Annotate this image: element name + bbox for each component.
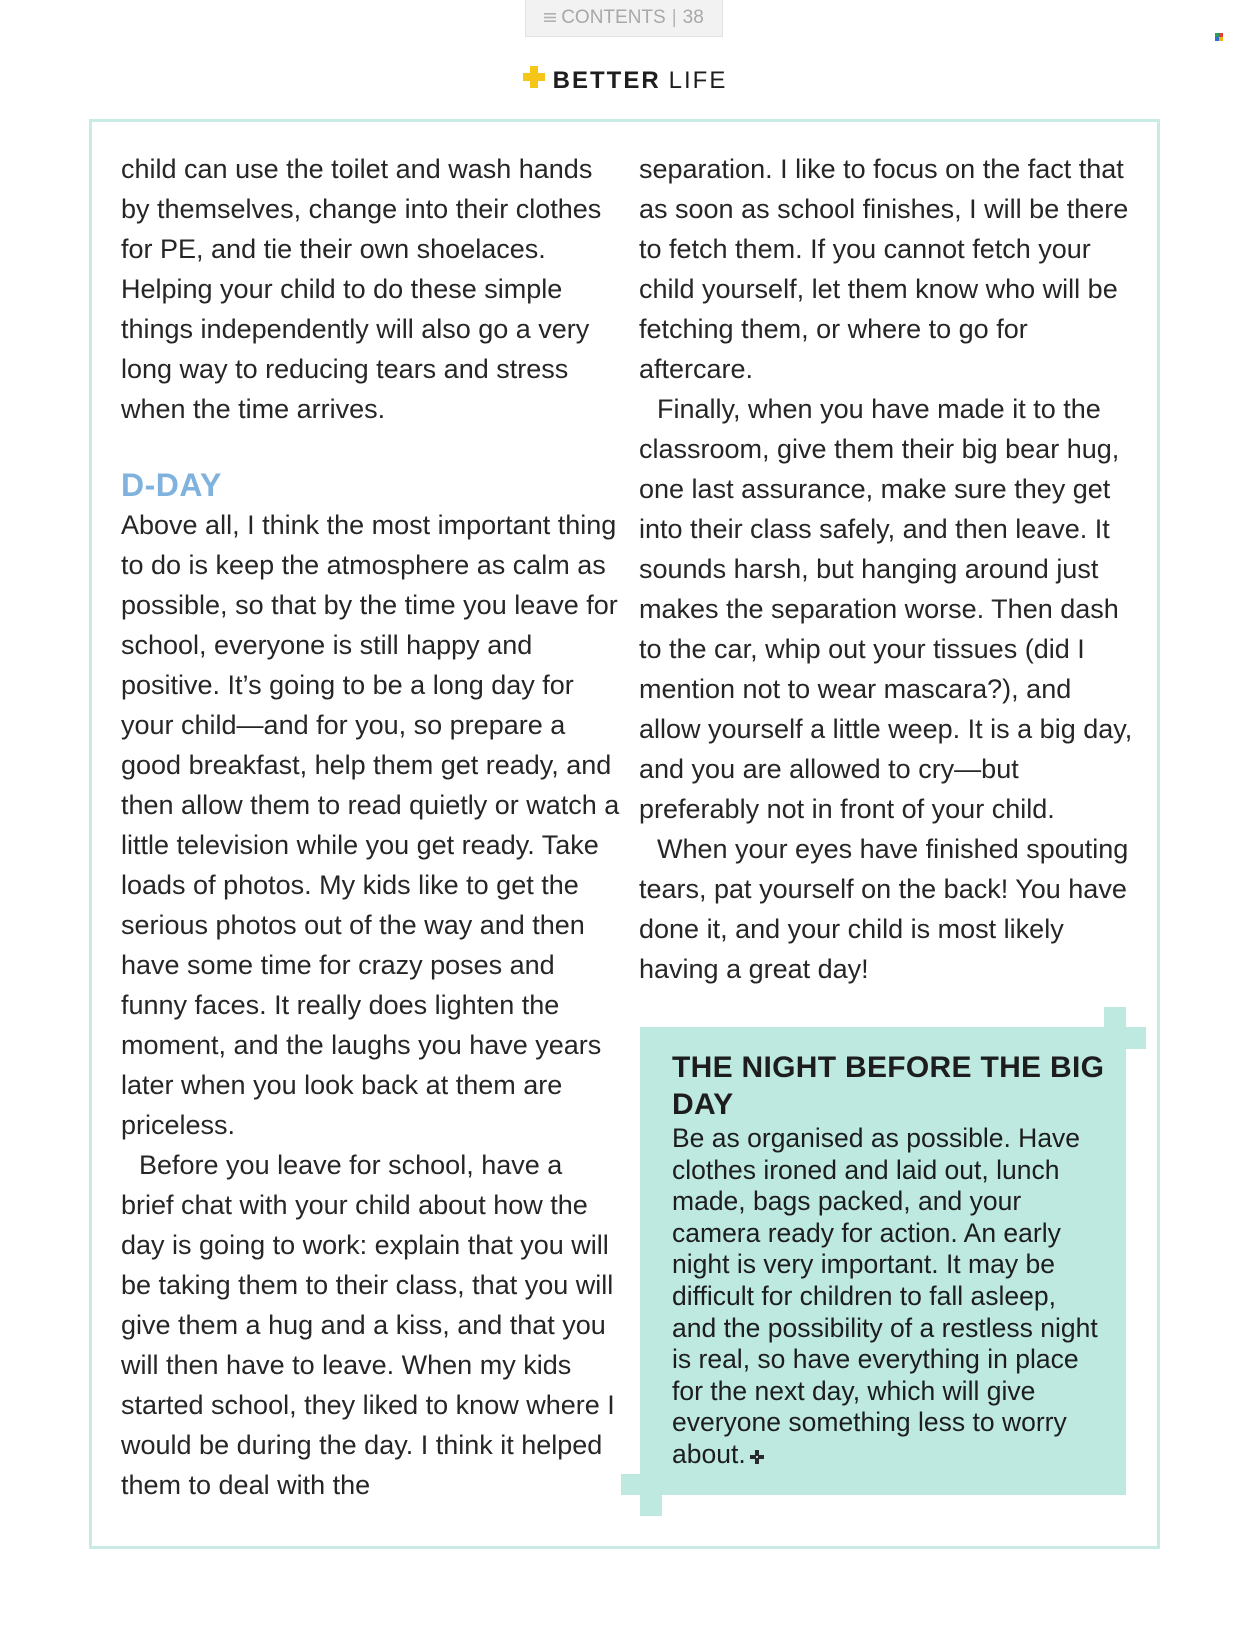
body-paragraph: Finally, when you have made it to the classroom, give them their big bear hug, one last assurance, make sure they get into their class safely, and then leave. It sounds harsh, but hanging around just makes the separation worse. Then dash to the car, whip out your tissues (did I mention not to wear mascara?), and allow yourself a little weep. It is a big day, and you are allowed to cry—but preferably not in front of your child. <box>639 394 1133 824</box>
sidebar-corner-decoration <box>621 1474 640 1495</box>
sidebar-corner-decoration <box>1126 1027 1146 1049</box>
intro-paragraph: child can use the toilet and wash hands by themselves, change into their clothes for PE, and tie their own shoelaces. Helping your child to do these simple things independently will also go a very long way to reducing tears and stress when the time arrives. <box>121 154 602 424</box>
sidebar-corner-decoration <box>640 1495 662 1516</box>
body-paragraph: Before you leave for school, have a brief chat with your child about how the day is going to work: explain that you will be taking them to their class, that you will give them a hug and a kiss, and that you will then have to leave. When my kids started school, they liked to know where I would be during the day. I think it helped them to deal with the <box>121 1150 615 1500</box>
tip-sidebar <box>640 1027 1126 1495</box>
body-paragraph: Above all, I think the most important thing to do is keep the atmosphere as calm as possible, so that by the time you leave for school, everyone is still happy and positive. It’s going to be a long day for your child—and for you, so prepare a good breakfast, help them get ready, and then allow them to read quietly or watch a little television while you get ready. Take loads of photos. My kids like to get the serious photos out of the way and then have some time for crazy poses and funny faces. It really does lighten the moment, and the laughs you have years later when you look back at them are priceless. <box>121 510 620 1140</box>
masthead-light-word: LIFE <box>668 66 728 94</box>
contents-nav-button[interactable] <box>525 0 723 37</box>
left-column <box>121 149 621 1505</box>
sidebar-body <box>672 1123 1106 1472</box>
end-of-article-icon <box>750 1440 764 1472</box>
section-masthead <box>0 66 1250 95</box>
nav-separator: | <box>671 7 677 28</box>
yellow-cross-icon <box>523 66 545 95</box>
sidebar-body-text: Be as organised as possible. Have clothes ironed and laid out, lunch made, bags packed, and your camera ready for action. An early night is very important. It may be difficult for children to fall asleep, and the possibility of a restless night is real, so have everything in place for the next day, which will give everyone something less to worry about. <box>672 1123 1098 1469</box>
body-paragraph: separation. I like to focus on the fact that as soon as school finishes, I will be there to fetch them. If you cannot fetch your child yourself, let them know who will be fetching them, or where to go for aftercare. <box>639 154 1129 384</box>
section-heading-d-day: D-DAY <box>121 467 222 503</box>
body-paragraph: When your eyes have finished spouting tears, pat yourself on the back! You have done it, and your child is most likely having a great day! <box>639 834 1129 984</box>
right-column <box>639 149 1139 989</box>
masthead-bold-word: BETTER <box>552 66 661 94</box>
contents-label: CONTENTS <box>561 7 666 28</box>
sidebar-title: THE NIGHT BEFORE THE BIG DAY <box>672 1051 1105 1121</box>
page-number: 38 <box>682 7 704 28</box>
hamburger-menu-icon <box>544 7 556 29</box>
color-dots-icon <box>1215 33 1223 41</box>
